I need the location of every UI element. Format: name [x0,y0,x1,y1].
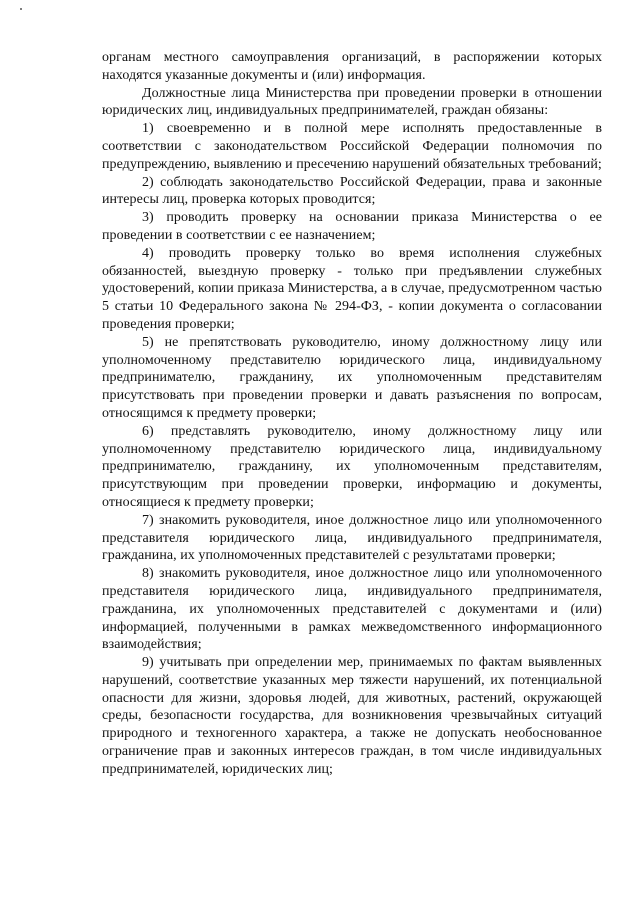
paragraph-item-8: 8) знакомить руководителя, иное должностное лицо или уполномоченного представителя юридического лица, индивидуального предпринимателя, гражданина, их уполномоченных представителей с документами и (или) информацией, полученными в рамках межведомственного информационного взаимодействия; [102,566,602,653]
paragraph-item-7: 7) знакомить руководителя, иное должностное лицо или уполномоченного представителя юридического лица, индивидуального предпринимателя, гражданина, их уполномоченных представителей с результатами проверки; [102,512,602,564]
paragraph-item-1: 1) своевременно и в полной мере исполнять предоставленные в соответствии с законодательством Российской Федерации полномочия по предупреждению, выявлению и пресечению нарушений обязательных требований; [102,121,602,172]
scan-artifact-dot [20,8,22,10]
paragraph-item-3: 3) проводить проверку на основании приказа Министерства о ее проведении в соответствии с ее назначением; [102,210,602,243]
paragraph-item-4: 4) проводить проверку только во время исполнения служебных обязанностей, выездную проверку - только при предъявлении служебных удостоверений, копии приказа Министерства, а в случае, предусмотренном частью 5 статьи 10 Федерального закона № 294-ФЗ, - копии документа о согласовании проведения проверки; [102,245,602,332]
paragraph-item-5: 5) не препятствовать руководителю, иному должностному лицу или уполномоченному представителю юридического лица, индивидуальному предпринимателю, гражданину, их уполномоченным представителям присутствовать при проведении проверки и давать разъяснения по вопросам, относящимся к предмету проверки; [102,334,602,421]
paragraph-obligations-intro: Должностные лица Министерства при проведении проверки в отношении юридических лиц, индивидуальных предпринимателей, граждан обязаны: [102,85,602,119]
document-body [102,49,602,779]
paragraph-item-2: 2) соблюдать законодательство Российской Федерации, права и законные интересы лиц, проверка которых проводится; [102,174,602,208]
paragraph-item-6: 6) представлять руководителю, иному должностному лицу или уполномоченному представителю юридического лица, индивидуальному предпринимателю, гражданину, их уполномоченным представителям, присутствующим при проведении проверки, информацию и документы, относящиеся к предмету проверки; [102,423,602,510]
paragraph-item-9: 9) учитывать при определении мер, принимаемых по фактам выявленных нарушений, соответствие указанных мер тяжести нарушений, их потенциальной опасности для жизни, здоровья людей, для животных, растений, окружающей среды, безопасности государства, для возникновения чрезвычайных ситуаций природного и техногенного характера, а также не допускать необоснованное ограничение прав и законных интересов граждан, в том числе индивидуальных предпринимателей, юридических лиц; [102,655,602,777]
paragraph-continuation: органам местного самоуправления организаций, в распоряжении которых находятся указанные документы и (или) информация. [102,50,602,83]
